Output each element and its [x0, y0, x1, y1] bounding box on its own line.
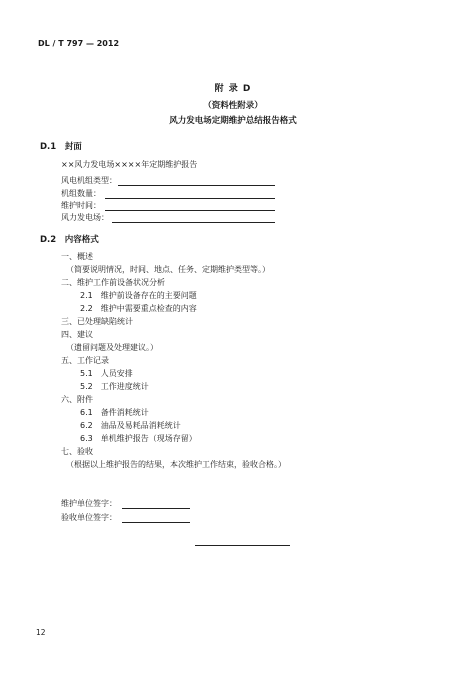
content-line: 2.2 维护中需要重点检查的内容: [80, 304, 197, 313]
signature-line-maintenance-unit: [122, 508, 190, 509]
appendix-title: 附 录 D: [214, 84, 252, 94]
signature-label-acceptance-unit: 验收单位签字：: [61, 513, 117, 522]
field-label-turbine-type: 风电机组类型：: [61, 176, 117, 185]
content-line: 四、建议: [61, 330, 93, 339]
field-label-wind-farm: 风力发电场：: [61, 213, 109, 222]
section-d1-heading: D.1 封面: [40, 142, 82, 152]
field-line-turbine-type: [118, 185, 275, 186]
content-line: 三、已处理缺陷统计: [61, 317, 133, 326]
content-line: 二、维护工作前设备状况分析: [61, 278, 165, 287]
content-line: 5.2 工作进度统计: [80, 382, 149, 391]
content-line: 一、概述: [61, 252, 93, 261]
field-line-wind-farm: [112, 222, 275, 223]
field-label-unit-count: 机组数量：: [61, 189, 101, 198]
signature-line-acceptance-unit: [122, 522, 190, 523]
content-line: 6.3 单机维护报告（现场存留）: [80, 434, 197, 443]
content-line: 六、附件: [61, 395, 93, 404]
content-line: （简要说明情况，时间、地点、任务、定期维护类型等。）: [66, 265, 270, 274]
field-label-maintenance-time: 维护时间：: [61, 201, 101, 210]
end-rule: [195, 545, 290, 546]
section-d2-heading: D.2 内容格式: [40, 235, 99, 245]
content-line: 五、工作记录: [61, 356, 109, 365]
content-line: （根据以上维护报告的结果，本次维护工作结束，验收合格。）: [66, 460, 286, 469]
content-line: 2.1 维护前设备存在的主要问题: [80, 291, 197, 300]
appendix-subtitle: （资料性附录）: [203, 101, 263, 111]
content-line: 6.2 油品及易耗品消耗统计: [80, 421, 181, 430]
field-line-unit-count: [105, 198, 275, 199]
content-line: （遗留问题及处理建议。）: [66, 343, 158, 352]
content-line: 七、验收: [61, 447, 93, 456]
document-code: DL / T 797 — 2012: [38, 39, 120, 48]
signature-label-maintenance-unit: 维护单位签字：: [61, 499, 117, 508]
content-line: 6.1 备件消耗统计: [80, 408, 149, 417]
field-line-maintenance-time: [105, 210, 275, 211]
content-line: 5.1 人员安排: [80, 369, 133, 378]
cover-report-title: ××风力发电场××××年定期维护报告: [61, 160, 198, 169]
appendix-heading: 风力发电场定期维护总结报告格式: [169, 116, 297, 126]
page-number: 12: [36, 628, 46, 637]
